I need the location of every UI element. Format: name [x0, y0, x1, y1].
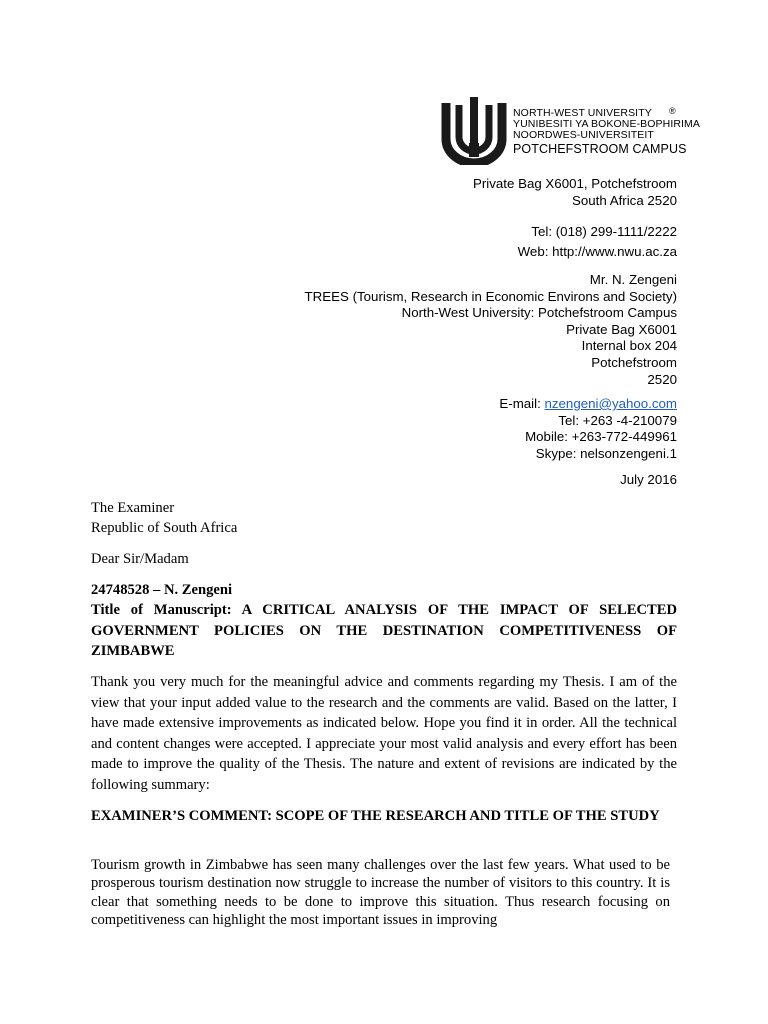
author-name: Mr. N. Zengeni — [589, 272, 677, 287]
section-paragraph: Tourism growth in Zimbabwe has seen many challenges over the last few years. What used to be prosperous tourism destination now struggle to increase the number of visitors to this country. It is clear that something needs to be done to improve this situation. Thus research focusing on competitiveness can highlight the most important issues in improving — [91, 857, 670, 929]
email-label: E-mail: — [499, 396, 545, 411]
author-skype: Skype: nelsonzengeni.1 — [535, 445, 677, 461]
email-line — [499, 396, 677, 413]
address-line: 2520 — [647, 371, 677, 387]
campus-name: POTCHEFSTROOM CAMPUS — [513, 141, 687, 156]
university-name-line: NORTH-WEST UNIVERSITY — [513, 107, 652, 119]
sender-web: Web: http://www.nwu.ac.za — [517, 244, 677, 259]
nwu-logo-icon — [440, 93, 508, 165]
sender-tel: Tel: (018) 299-1111/2222 — [531, 224, 677, 239]
salutation: Dear Sir/Madam — [91, 551, 189, 567]
email-link[interactable]: nzengeni@yahoo.com — [544, 396, 677, 411]
address-line: Internal box 204 — [581, 338, 677, 354]
author-mobile: Mobile: +263-772-449961 — [525, 429, 677, 445]
student-reference: 24748528 – N. Zengeni — [91, 582, 233, 598]
section-heading: EXAMINER’S COMMENT: SCOPE OF THE RESEARCH AND TITLE OF THE STUDY — [91, 808, 660, 824]
addressee-line: Republic of South Africa — [91, 520, 238, 536]
address-line: Private Bag X6001 — [566, 321, 677, 337]
sender-contact — [518, 222, 677, 262]
author-contact — [499, 396, 677, 462]
university-name-line: YUNIBESITI YA BOKONE-BOPHIRIMA — [513, 118, 700, 131]
addressee — [91, 498, 237, 538]
address-line: TREES (Tourism, Research in Economic Environs and Society) — [304, 288, 677, 304]
author-address — [305, 272, 677, 388]
sender-address — [473, 175, 677, 209]
address-line: South Africa 2520 — [572, 193, 677, 208]
registered-mark: ® — [669, 106, 676, 116]
university-logo — [440, 93, 700, 165]
address-line: North-West University: Potchefstroom Campus — [401, 305, 677, 321]
addressee-line: The Examiner — [91, 500, 175, 516]
address-line: Private Bag X6001, Potchefstroom — [473, 176, 677, 191]
address-line: Potchefstroom — [591, 354, 677, 370]
letter-date: July 2016 — [620, 472, 677, 487]
manuscript-title: Title of Manuscript: A CRITICAL ANALYSIS OF THE IMPACT OF SELECTED GOVERNMENT POLICIES ON THE DESTINATION COMPETITIVENESS OF ZIMBABWE — [91, 602, 677, 659]
author-tel: Tel: +263 -4-210079 — [558, 412, 677, 428]
university-name-line: NOORDWES-UNIVERSITEIT — [513, 129, 654, 142]
intro-paragraph: Thank you very much for the meaningful advice and comments regarding my Thesis. I am of the view that your input added value to the research and the comments are valid. Based on the latter, I have made extensive improvements as indicated below. Hope you find it in order. All the technical and content changes were accepted. I appreciate your most valid analysis and every effort has been made to improve the quality of the Thesis. The nature and extent of revisions are indicated by the following summary: — [91, 674, 677, 793]
